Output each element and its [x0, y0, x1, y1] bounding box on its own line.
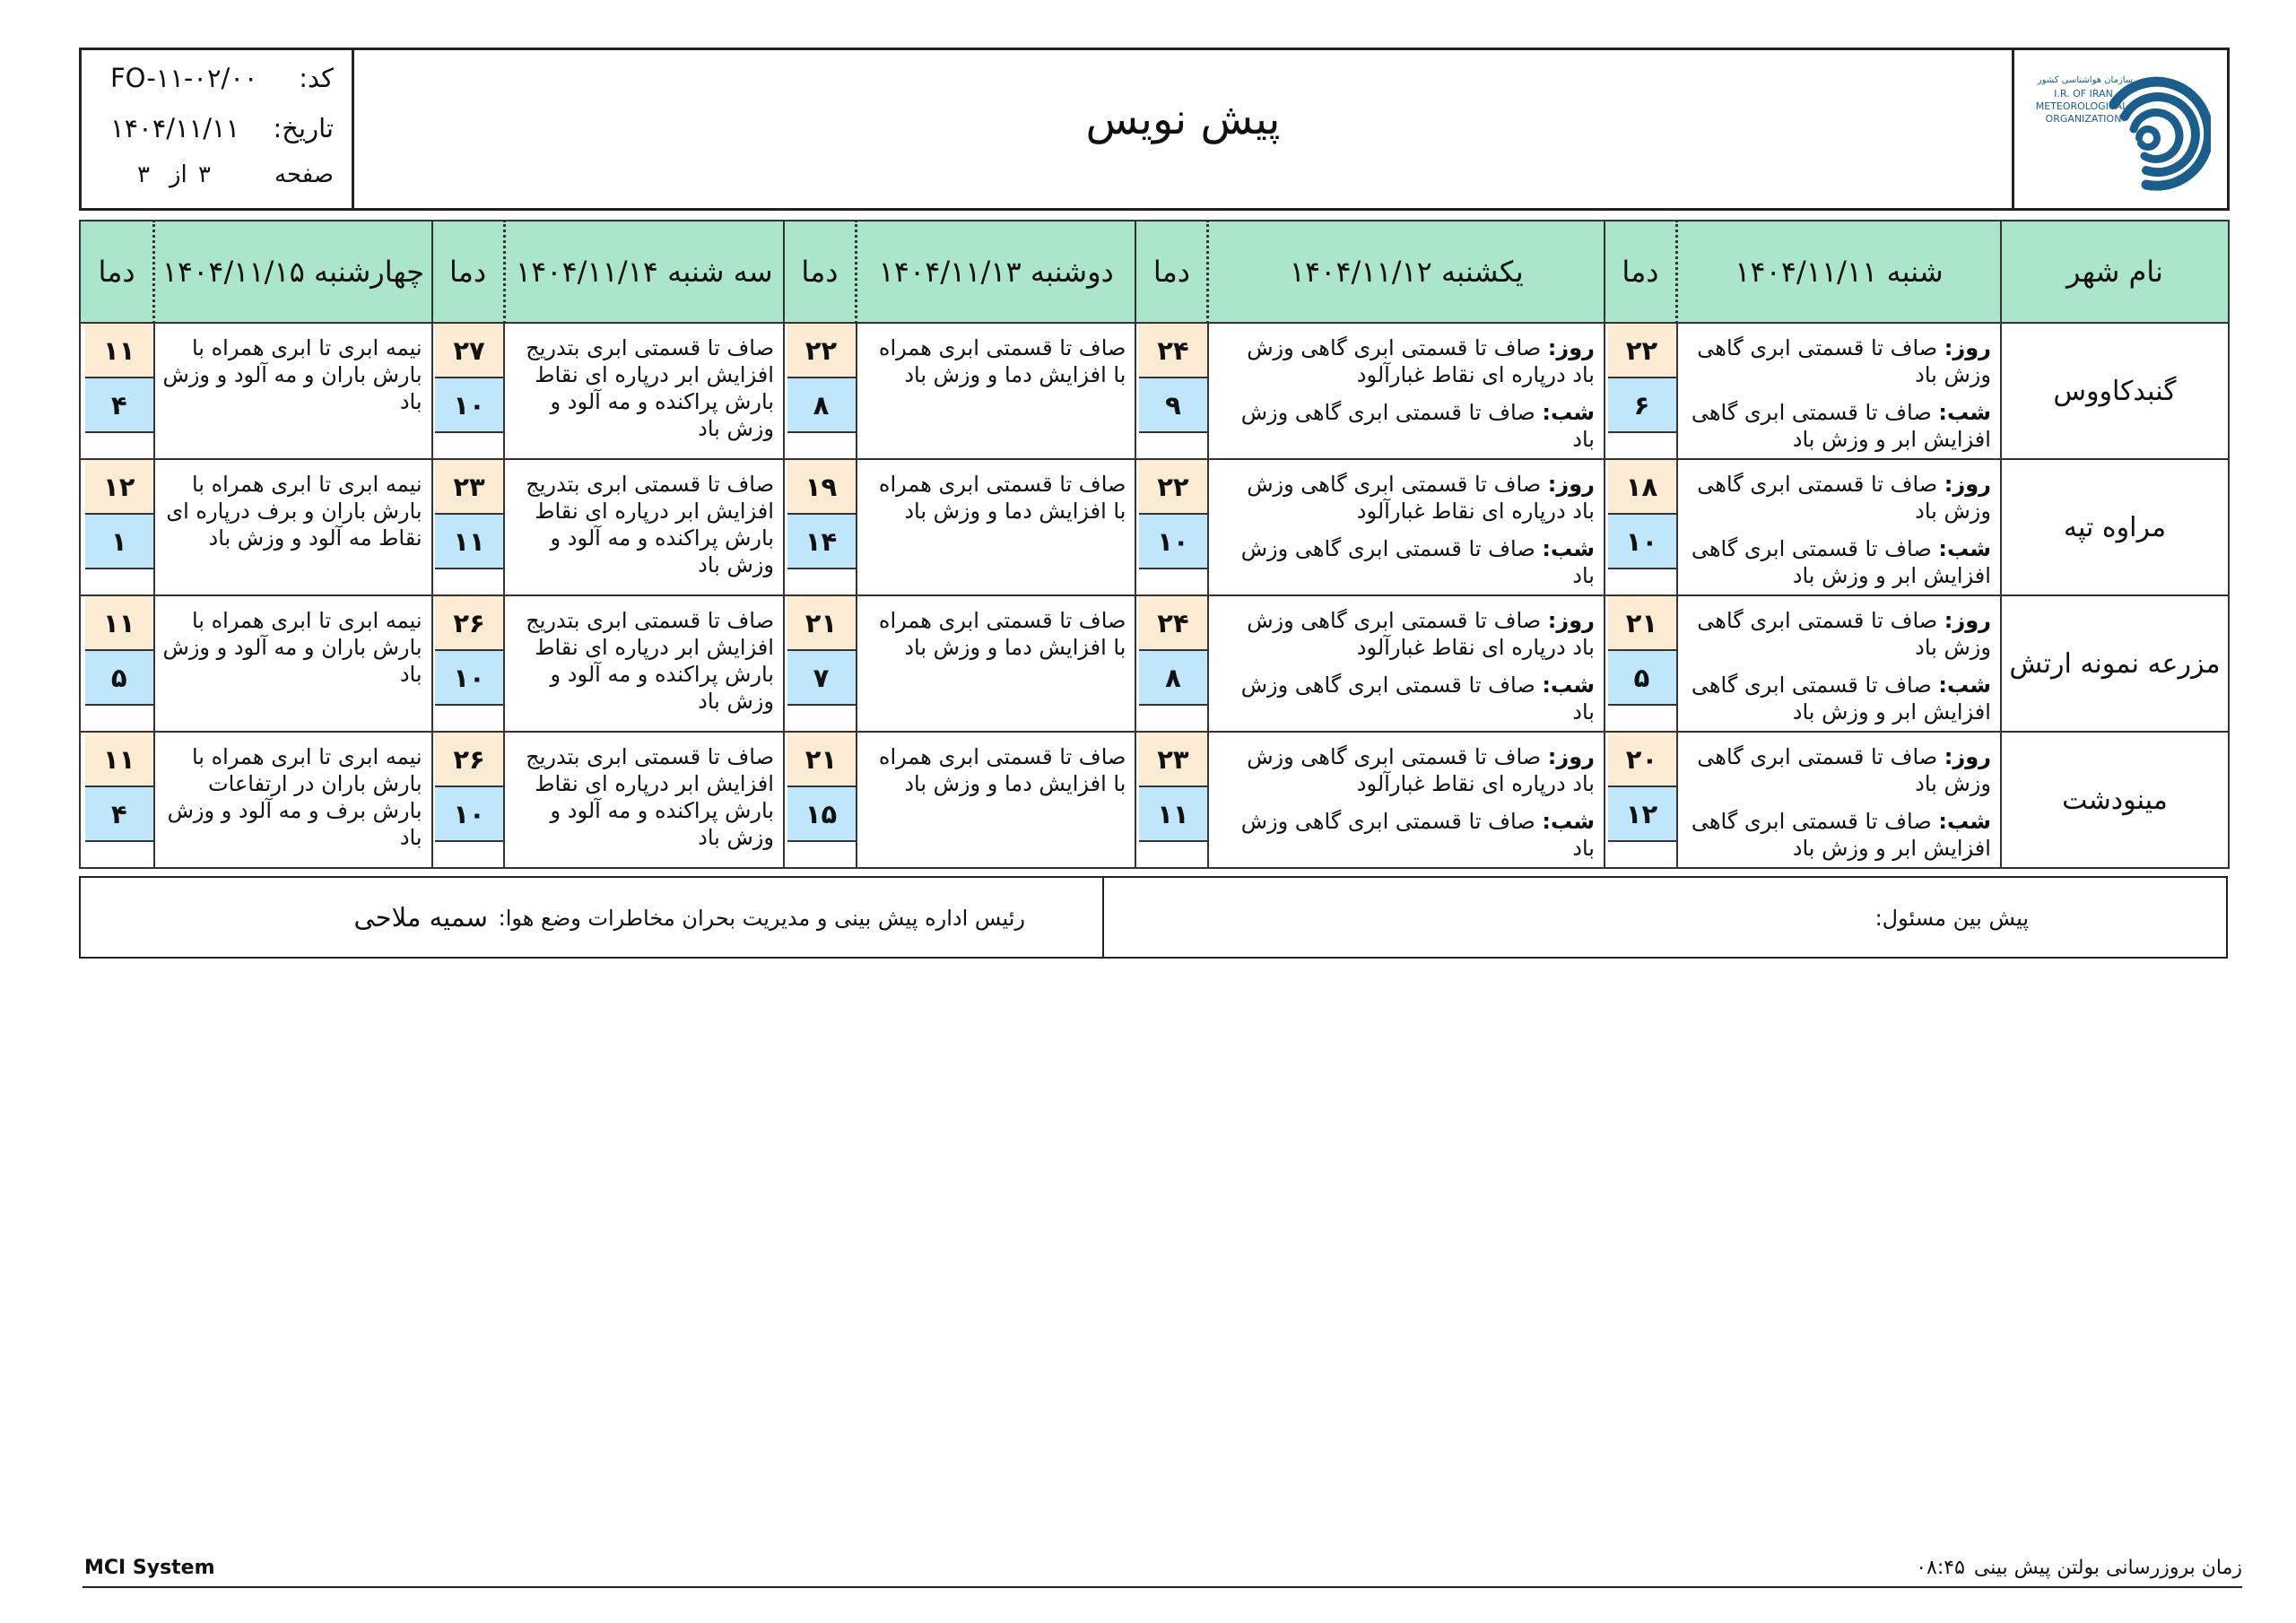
- min-temp: ۷: [787, 651, 856, 706]
- page-row: [82, 161, 352, 206]
- forecast-cell: [1677, 732, 2001, 868]
- city-column-header: نام شهر: [2001, 221, 2229, 323]
- night-tag: شب:: [1938, 400, 1991, 425]
- forecast-text: صاف تا قسمتی ابری گاهی وزش باد: [1697, 472, 1991, 524]
- min-temp: ۱۰: [435, 378, 503, 433]
- forecast-cell: [857, 459, 1136, 595]
- forecast-text: صاف تا قسمتی ابری گاهی افزایش ابر و وزش باد: [1691, 673, 1991, 725]
- meteorological-organization-logo: [2031, 57, 2211, 201]
- update-label: زمان بروزرسانی بولتن پیش بینی: [1973, 1557, 2242, 1579]
- temp-cell: [432, 323, 505, 459]
- min-temp: ۱۰: [1608, 515, 1676, 569]
- forecast-cell: [154, 459, 432, 595]
- city-name: مزرعه نمونه ارتش: [2001, 595, 2229, 732]
- day-header-4: سه شنبه ۱۴۰۴/۱۱/۱۴: [504, 221, 784, 323]
- forecast-text: نیمه ابری تا ابری همراه با بارش باران و مه آلود و وزش باد: [162, 335, 422, 414]
- forecast-cell: [1677, 323, 2001, 459]
- min-temp: ۱۲: [1608, 787, 1676, 842]
- forecaster-label: پیش بین مسئول:: [1874, 906, 2029, 931]
- temp-header-1: دما: [1605, 221, 1677, 323]
- table-row: [80, 595, 2229, 732]
- date-value: ۱۴۰۴/۱۱/۱۱: [110, 113, 240, 143]
- min-temp: ۱۱: [1139, 787, 1207, 842]
- night-forecast: [1689, 399, 1991, 453]
- forecast-text: نیمه ابری تا ابری همراه با بارش باران و برف درپاره ای نقاط مه آلود و وزش باد: [166, 472, 422, 551]
- temp-cell: [1135, 459, 1208, 595]
- max-temp: ۲۱: [787, 596, 856, 651]
- max-temp: ۲۲: [1608, 324, 1676, 378]
- signature-box: [79, 876, 2228, 959]
- page-total: ۳: [137, 161, 150, 188]
- table-header-row: [80, 221, 2229, 323]
- forecast-cell: [504, 732, 784, 868]
- min-temp: ۴: [85, 378, 153, 433]
- min-temp: ۵: [1608, 651, 1676, 706]
- max-temp: ۲۲: [1139, 460, 1207, 515]
- forecast-cell: [154, 732, 432, 868]
- forecast-text: صاف تا قسمتی ابری بتدریج افزایش ابر درپاره ای نقاط بارش پراکنده و مه آلود و وزش باد: [526, 608, 774, 714]
- forecast-text: صاف تا قسمتی ابری گاهی وزش باد: [1240, 673, 1595, 725]
- forecast-text: صاف تا قسمتی ابری گاهی افزایش ابر و وزش باد: [1691, 536, 1991, 588]
- max-temp: ۲۱: [1608, 596, 1676, 651]
- forecast-text: صاف تا قسمتی ابری گاهی وزش باد: [1240, 536, 1595, 588]
- max-temp: ۲۶: [435, 596, 503, 651]
- temp-cell: [432, 732, 505, 868]
- forecast-text: صاف تا قسمتی ابری همراه با افزایش دما و وزش باد: [878, 744, 1126, 796]
- temp-cell: [1135, 732, 1208, 868]
- day-forecast: [1689, 471, 1991, 525]
- min-temp: ۸: [787, 378, 856, 433]
- forecast-cell: [504, 323, 784, 459]
- forecast-cell: [1677, 459, 2001, 595]
- night-forecast: [1689, 535, 1991, 589]
- temp-cell: [1135, 595, 1208, 732]
- forecast-text: صاف تا قسمتی ابری بتدریج افزایش ابر درپاره ای نقاط بارش پراکنده و مه آلود و وزش باد: [526, 744, 774, 850]
- temp-cell: [1605, 595, 1677, 732]
- day-tag: روز:: [1944, 335, 1991, 360]
- night-forecast: [1689, 808, 1991, 862]
- forecast-text: صاف تا قسمتی ابری گاهی وزش باد درپاره ای نقاط غبارآلود: [1247, 472, 1595, 524]
- day-tag: روز:: [1547, 608, 1595, 633]
- forecast-text: صاف تا قسمتی ابری گاهی وزش باد: [1697, 744, 1991, 796]
- temp-cell: [784, 595, 857, 732]
- min-temp: ۶: [1608, 378, 1676, 433]
- day-header-1: شنبه ۱۴۰۴/۱۱/۱۱: [1677, 221, 2001, 323]
- day-header-2: یکشنبه ۱۴۰۴/۱۱/۱۲: [1208, 221, 1605, 323]
- table-row: [80, 459, 2229, 595]
- min-temp: ۱: [85, 515, 153, 569]
- temp-cell: [1605, 323, 1677, 459]
- forecast-text: صاف تا قسمتی ابری بتدریج افزایش ابر درپاره ای نقاط بارش پراکنده و مه آلود و وزش باد: [526, 335, 774, 441]
- temp-cell: [1135, 323, 1208, 459]
- forecast-text: صاف تا قسمتی ابری گاهی وزش باد درپاره ای نقاط غبارآلود: [1247, 608, 1595, 660]
- day-forecast: [1220, 743, 1595, 797]
- min-temp: ۹: [1139, 378, 1207, 433]
- max-temp: ۲۶: [435, 733, 503, 787]
- min-temp: ۱۰: [435, 787, 503, 842]
- max-temp: ۲۰: [1608, 733, 1676, 787]
- max-temp: ۱۲: [85, 460, 153, 515]
- page-of: از: [170, 161, 187, 188]
- update-time: ۰۸:۴۵: [1916, 1557, 1965, 1579]
- temp-header-5: دما: [80, 221, 154, 323]
- max-temp: ۱۱: [85, 733, 153, 787]
- day-tag: روز:: [1944, 472, 1991, 497]
- update-info: [1916, 1557, 2242, 1579]
- document-meta: [82, 50, 354, 208]
- code-value: FO-۱۱-۰۲/۰۰: [110, 63, 258, 93]
- min-temp: ۸: [1139, 651, 1207, 706]
- title-cell: [354, 50, 2012, 208]
- document-header: [79, 48, 2230, 211]
- temp-cell: [80, 459, 154, 595]
- day-header-3: دوشنبه ۱۴۰۴/۱۱/۱۳: [857, 221, 1136, 323]
- logo-cell: [2012, 50, 2227, 208]
- night-tag: شب:: [1938, 536, 1991, 561]
- page-label: صفحه: [274, 161, 334, 188]
- forecast-text: صاف تا قسمتی ابری گاهی افزایش ابر و وزش باد: [1691, 809, 1991, 861]
- temp-header-3: دما: [784, 221, 857, 323]
- night-forecast: [1220, 808, 1595, 862]
- date-label: تاریخ:: [273, 113, 334, 143]
- min-temp: ۱۱: [435, 515, 503, 569]
- min-temp: ۱۴: [787, 515, 856, 569]
- night-tag: شب:: [1542, 673, 1595, 698]
- forecast-text: صاف تا قسمتی ابری گاهی وزش باد درپاره ای نقاط غبارآلود: [1247, 335, 1595, 387]
- max-temp: ۲۳: [1139, 733, 1207, 787]
- temp-cell: [1605, 732, 1677, 868]
- chief-name: سمیه ملاحی: [353, 902, 488, 933]
- forecast-cell: [1208, 595, 1605, 732]
- temp-cell: [80, 323, 154, 459]
- day-forecast: [1220, 471, 1595, 525]
- page-title: پیش نویس: [1085, 94, 1281, 144]
- forecast-cell: [1677, 595, 2001, 732]
- code-label: کد:: [299, 63, 334, 93]
- night-forecast: [1220, 535, 1595, 589]
- min-temp: ۱۰: [1139, 515, 1207, 569]
- forecast-text: صاف تا قسمتی ابری گاهی افزایش ابر و وزش باد: [1691, 400, 1991, 452]
- night-tag: شب:: [1938, 673, 1991, 698]
- temp-cell: [432, 459, 505, 595]
- forecast-cell: [857, 595, 1136, 732]
- forecast-cell: [504, 459, 784, 595]
- temp-cell: [80, 595, 154, 732]
- max-temp: ۲۱: [787, 733, 856, 787]
- day-tag: روز:: [1944, 744, 1991, 769]
- day-forecast: [1220, 334, 1595, 388]
- temp-header-2: دما: [1135, 221, 1208, 323]
- forecast-cell: [857, 732, 1136, 868]
- forecast-cell: [504, 595, 784, 732]
- forecast-text: صاف تا قسمتی ابری همراه با افزایش دما و وزش باد: [878, 608, 1126, 660]
- max-temp: ۱۱: [85, 324, 153, 378]
- forecast-text: صاف تا قسمتی ابری همراه با افزایش دما و وزش باد: [878, 472, 1126, 524]
- temp-cell: [784, 323, 857, 459]
- forecast-cell: [1208, 323, 1605, 459]
- night-forecast: [1220, 672, 1595, 725]
- chief-signature-cell: [81, 878, 1104, 957]
- forecast-text: صاف تا قسمتی ابری بتدریج افزایش ابر درپاره ای نقاط بارش پراکنده و مه آلود و وزش باد: [526, 472, 774, 577]
- chief-role-label: رئیس اداره پیش بینی و مدیریت بحران مخاطرات وضع هوا:: [498, 906, 1025, 931]
- day-forecast: [1689, 607, 1991, 661]
- max-temp: ۱۹: [787, 460, 856, 515]
- forecast-text: نیمه ابری تا ابری همراه با بارش باران در ارتفاعات بارش برف و مه آلود و وزش باد: [167, 744, 422, 850]
- night-tag: شب:: [1542, 809, 1595, 834]
- day-forecast: [1689, 743, 1991, 797]
- temp-cell: [784, 459, 857, 595]
- day-header-5: چهارشنبه ۱۴۰۴/۱۱/۱۵: [154, 221, 432, 323]
- min-temp: ۱۵: [787, 787, 856, 842]
- day-tag: روز:: [1547, 744, 1595, 769]
- logo-text-en-1: I.R. OF IRAN: [2053, 88, 2113, 100]
- forecast-cell: [857, 323, 1136, 459]
- forecast-text: صاف تا قسمتی ابری همراه با افزایش دما و وزش باد: [878, 335, 1126, 387]
- forecast-text: صاف تا قسمتی ابری گاهی وزش باد: [1697, 335, 1991, 387]
- night-tag: شب:: [1542, 536, 1595, 561]
- max-temp: ۲۲: [787, 324, 856, 378]
- logo-text-en-2: METEOROLOGICAL: [2035, 100, 2127, 112]
- date-row: [82, 113, 352, 158]
- temp-header-4: دما: [432, 221, 505, 323]
- max-temp: ۱۸: [1608, 460, 1676, 515]
- forecast-table: [79, 220, 2230, 869]
- logo-text-en-3: ORGANIZATION: [2045, 113, 2121, 125]
- forecast-cell: [1208, 459, 1605, 595]
- table-row: [80, 323, 2229, 459]
- max-temp: ۲۳: [435, 460, 503, 515]
- night-tag: شب:: [1542, 400, 1595, 425]
- max-temp: ۲۷: [435, 324, 503, 378]
- night-forecast: [1220, 399, 1595, 453]
- forecast-text: صاف تا قسمتی ابری گاهی وزش باد درپاره ای نقاط غبارآلود: [1247, 744, 1595, 796]
- day-tag: روز:: [1944, 608, 1991, 633]
- page-current: ۳: [198, 161, 211, 188]
- day-tag: روز:: [1547, 335, 1595, 360]
- forecast-text: صاف تا قسمتی ابری گاهی وزش باد: [1697, 608, 1991, 660]
- temp-cell: [432, 595, 505, 732]
- forecast-text: صاف تا قسمتی ابری گاهی وزش باد: [1240, 809, 1595, 861]
- city-name: مینودشت: [2001, 732, 2229, 868]
- city-name: گنبدکاووس: [2001, 323, 2229, 459]
- night-tag: شب:: [1938, 809, 1991, 834]
- night-forecast: [1689, 672, 1991, 725]
- temp-cell: [80, 732, 154, 868]
- min-temp: ۱۰: [435, 651, 503, 706]
- forecast-cell: [1208, 732, 1605, 868]
- forecaster-signature-cell: [1104, 878, 2226, 957]
- city-name: مراوه تپه: [2001, 459, 2229, 595]
- day-forecast: [1220, 607, 1595, 661]
- system-label: MCI System: [84, 1557, 215, 1579]
- forecast-text: نیمه ابری تا ابری همراه با بارش باران و مه آلود و وزش باد: [162, 608, 422, 687]
- forecast-cell: [154, 595, 432, 732]
- temp-cell: [1605, 459, 1677, 595]
- min-temp: ۵: [85, 651, 153, 706]
- day-forecast: [1689, 334, 1991, 388]
- max-temp: ۲۴: [1139, 596, 1207, 651]
- forecast-text: صاف تا قسمتی ابری گاهی وزش باد: [1240, 400, 1595, 452]
- footer-divider: [83, 1586, 2242, 1588]
- logo-text-fa: سازمان هواشناسی کشور: [2037, 75, 2133, 85]
- max-temp: ۲۴: [1139, 324, 1207, 378]
- min-temp: ۴: [85, 787, 153, 842]
- day-tag: روز:: [1547, 472, 1595, 497]
- temp-cell: [784, 732, 857, 868]
- forecast-cell: [154, 323, 432, 459]
- code-row: [82, 63, 352, 108]
- max-temp: ۱۱: [85, 596, 153, 651]
- table-row: [80, 732, 2229, 868]
